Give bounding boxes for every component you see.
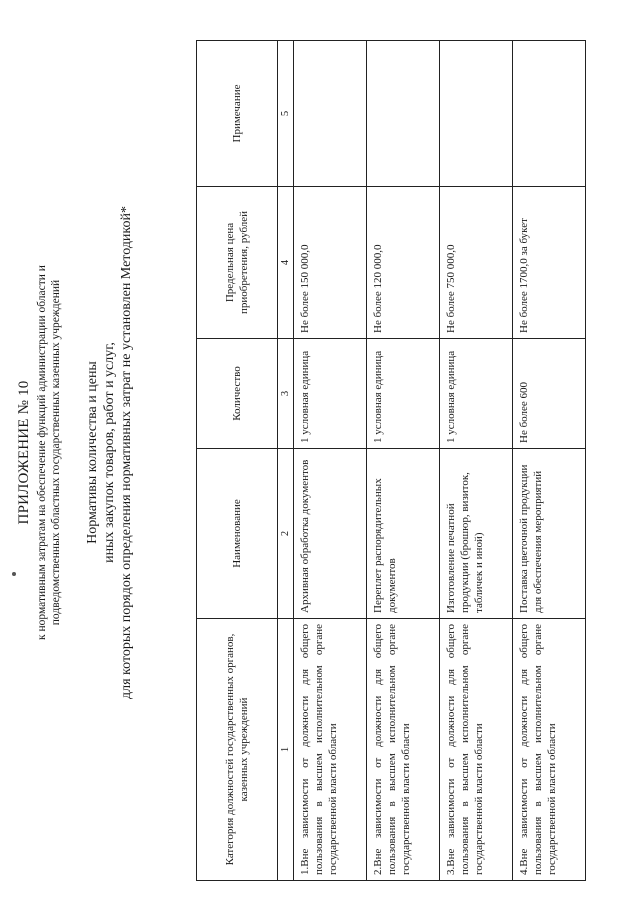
cell-quantity: Не более 600 <box>513 339 586 449</box>
cell-category: 4.Вне зависимости от должности для общего пользования в высшем исполнительном органе государственной власти области <box>513 619 586 881</box>
cell-name: Архивная обработка документов <box>294 449 367 619</box>
column-number-row <box>278 41 294 881</box>
col-number: 2 <box>278 449 294 619</box>
col-number: 4 <box>278 187 294 339</box>
appendix-subtitle-line1: к нормативным затратам на обеспечение функций администрации области и <box>36 265 48 640</box>
table-header-row <box>197 41 278 881</box>
header-name: Наименование <box>197 449 278 619</box>
doc-title-line2: иных закупок товаров, работ и услуг, <box>102 342 117 563</box>
cell-note <box>513 41 586 187</box>
cell-note <box>440 41 513 187</box>
header-note: Примечание <box>197 41 278 187</box>
appendix-title: ПРИЛОЖЕНИЕ № 10 <box>16 380 32 525</box>
cell-name: Поставка цветочной продукции для обеспечения мероприятий <box>513 449 586 619</box>
header-price: Предельная цена приобретения, рублей <box>197 187 278 339</box>
table-row <box>513 41 586 881</box>
cell-quantity: 1 условная единица <box>440 339 513 449</box>
cell-price: Не более 150 000,0 <box>294 187 367 339</box>
cell-price: Не более 120 000,0 <box>367 187 440 339</box>
cell-name: Изготовление печатной продукции (брошюр, визиток, табличек и иной) <box>440 449 513 619</box>
cell-name: Переплет распорядительных документов <box>367 449 440 619</box>
cell-category: 1.Вне зависимости от должности для общего пользования в высшем исполнительном органе государственной власти области <box>294 619 367 881</box>
norms-table <box>196 40 586 881</box>
cell-category: 2.Вне зависимости от должности для общего пользования в высшем исполнительном органе государственной власти области <box>367 619 440 881</box>
col-number: 1 <box>278 619 294 881</box>
table-row <box>294 41 367 881</box>
table-row <box>440 41 513 881</box>
appendix-subtitle-line2: подведомственных областных государственных казенных учреждений <box>50 279 62 626</box>
table-row <box>367 41 440 881</box>
cell-note <box>294 41 367 187</box>
col-number: 3 <box>278 339 294 449</box>
cell-price: Не более 1700,0 за букет <box>513 187 586 339</box>
cell-note <box>367 41 440 187</box>
cell-price: Не более 750 000,0 <box>440 187 513 339</box>
doc-title-line1: Нормативы количества и цены <box>85 361 100 544</box>
header-quantity: Количество <box>197 339 278 449</box>
cell-category: 3.Вне зависимости от должности для общего пользования в высшем исполнительном органе государственной власти области <box>440 619 513 881</box>
col-number: 5 <box>278 41 294 187</box>
cell-quantity: 1 условная единица <box>294 339 367 449</box>
doc-title-line3: для которых порядок определения нормативных затрат не установлен Методикой* <box>119 205 134 700</box>
header-category: Категория должностей государственных органов, казенных учреждений <box>197 619 278 881</box>
scan-speck <box>12 572 16 576</box>
cell-quantity: 1 условная единица <box>367 339 440 449</box>
